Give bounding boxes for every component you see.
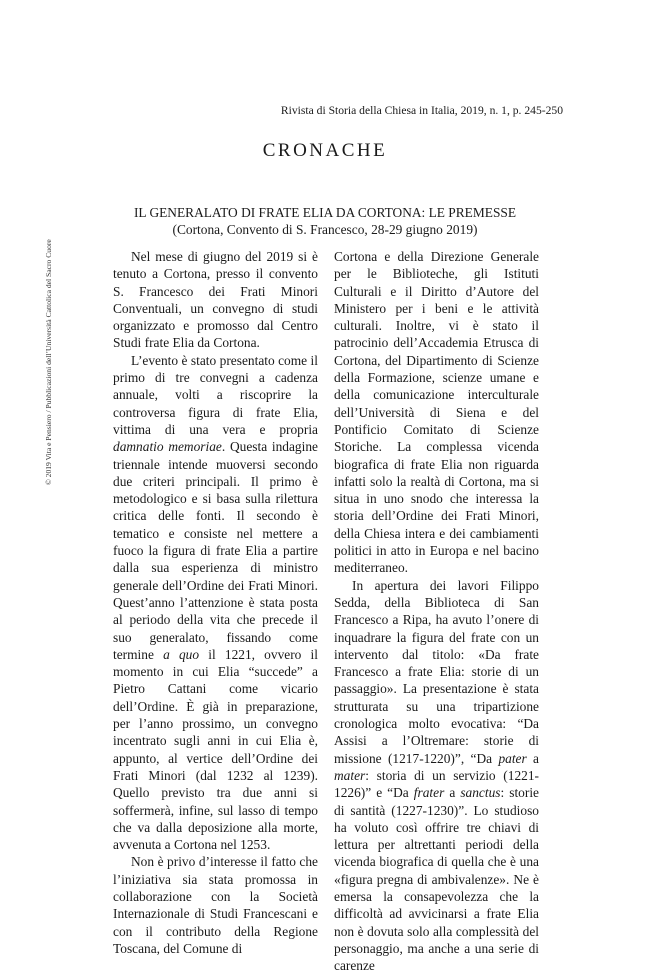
italic-term: damnatio memoriae	[113, 439, 222, 455]
running-head: Rivista di Storia della Chiesa in Italia, 2019, n. 1, p. 245-250	[280, 104, 563, 117]
copyright-notice: © 2019 Vita e Pensiero / Pubblicazioni dell’Università Cattolica del Sacro Cuore	[44, 239, 53, 485]
article-title: IL GENERALATO DI FRATE ELIA DA CORTONA: LE PREMESSE	[133, 205, 517, 220]
italic-term: sanctus	[460, 785, 501, 801]
italic-term: mater	[334, 767, 366, 783]
body-column-right	[334, 248, 539, 974]
section-title: CRONACHE	[262, 140, 388, 161]
text-run: . Questa indagine triennale intende muoversi secondo due criteri principali. Il primo è metodologico e si basa sulla rilettura critica delle fonti. Il secondo è tematico e consiste nel mettere a fuoco la figura di frate Elia a partire dalla sua esperienza di ministro generale dell’Ordine dei Frati Minori. Quest’anno l’attenzione è stata posta al periodo della vita che precede il suo generalato, fissando come termine	[113, 439, 318, 662]
italic-term: a quo	[163, 646, 200, 662]
text-run: : storie di santità (1227-1230)”. Lo studioso ha voluto così offrire tre chiavi di lettura per altrettanti periodi della vicenda biografica di quella che è una «figura pregna di ambivalenze». Ne è emersa la consapevolezza che la difficoltà ad avvicinarsi a frate Elia non è dovuta solo alla complessità del personaggio, ma anche a una serie di carenze	[334, 785, 540, 974]
article-title-block	[0, 204, 650, 238]
text-run: : storia di un servizio (1221-1226)” e “Da	[334, 767, 539, 801]
text-run: Nel mese di giugno del 2019 si è tenuto a Cortona, presso il convento S. Francesco dei Frati Minori Conventuali, un convegno di studi organizzato e promosso dal Centro Studi frate Elia da Cortona.	[113, 249, 318, 351]
text-run: Non è privo d’interesse il fatto che l’iniziativa sia stata promossa in collaborazione con la Società Internazionale di Studi Francescani e con il contributo della Regione Toscana, del Comune di	[113, 854, 318, 956]
text-run: Cortona e della Direzione Generale per le Biblioteche, gli Istituti Culturali e il Diritto d’Autore del Ministero per i beni e le attività culturali. Inoltre, vi è stato il patrocinio dell’Accademia Etrusca di Cortona, del Dipartimento di Scienze della Formazione, scienze umane e della comunicazione interculturale dell’Università di Siena e del Pontificio Comitato di Scienze Storiche. La complessa vicenda biografica di frate Elia non riguarda infatti solo la realtà di Cortona, ma si situa in uno snodo che interessa la storia dell’Ordine dei Frati Minori, della Chiesa intera e dei cambiamenti politici in atto in Europa e nel bacino mediterraneo.	[334, 249, 539, 576]
body-paragraph	[113, 352, 318, 854]
text-run: a	[526, 750, 539, 766]
body-paragraph	[113, 853, 318, 957]
body-paragraph	[113, 248, 318, 352]
body-paragraph	[334, 248, 539, 577]
body-column-left	[113, 248, 318, 957]
article-subtitle: (Cortona, Convento di S. Francesco, 28-29 giugno 2019)	[172, 222, 478, 237]
text-run: L’evento è stato presentato come il primo di tre convegni a cadenza annuale, volti a riscoprire la controversa figura di frate Elia, vittima di una vera e propria	[113, 352, 318, 437]
text-run: a	[444, 785, 461, 801]
text-run: In apertura dei lavori Filippo Sedda, della Biblioteca di San Francesco a Ripa, ha avuto l’onere di inquadrare la figura del frate con un intervento dal titolo: «Da frate Francesco a frate Elia: storie di un passaggio». La presentazione è stata strutturata su una tripartizione cronologica molto evocativa: “Da Assisi a l’Oltremare: storie di missione (1217-1220)”, “Da	[334, 577, 539, 766]
body-paragraph	[334, 577, 539, 974]
italic-term: pater	[498, 750, 527, 766]
italic-term: frater	[413, 785, 445, 801]
text-run: il 1221, ovvero il momento in cui Elia “succede” a Pietro Cattani come vicario dell’Ordine. È già in preparazione, per l’anno prossimo, un convegno incentrato sugli anni in cui Elia è, appunto, al vertice dell’Ordine dei Frati Minori (dal 1232 al 1239). Quello previsto tra due anni si soffermerà, infine, sul lasso di tempo che va dalla deposizione alla morte, avvenuta a Cortona nel 1253.	[113, 646, 318, 853]
